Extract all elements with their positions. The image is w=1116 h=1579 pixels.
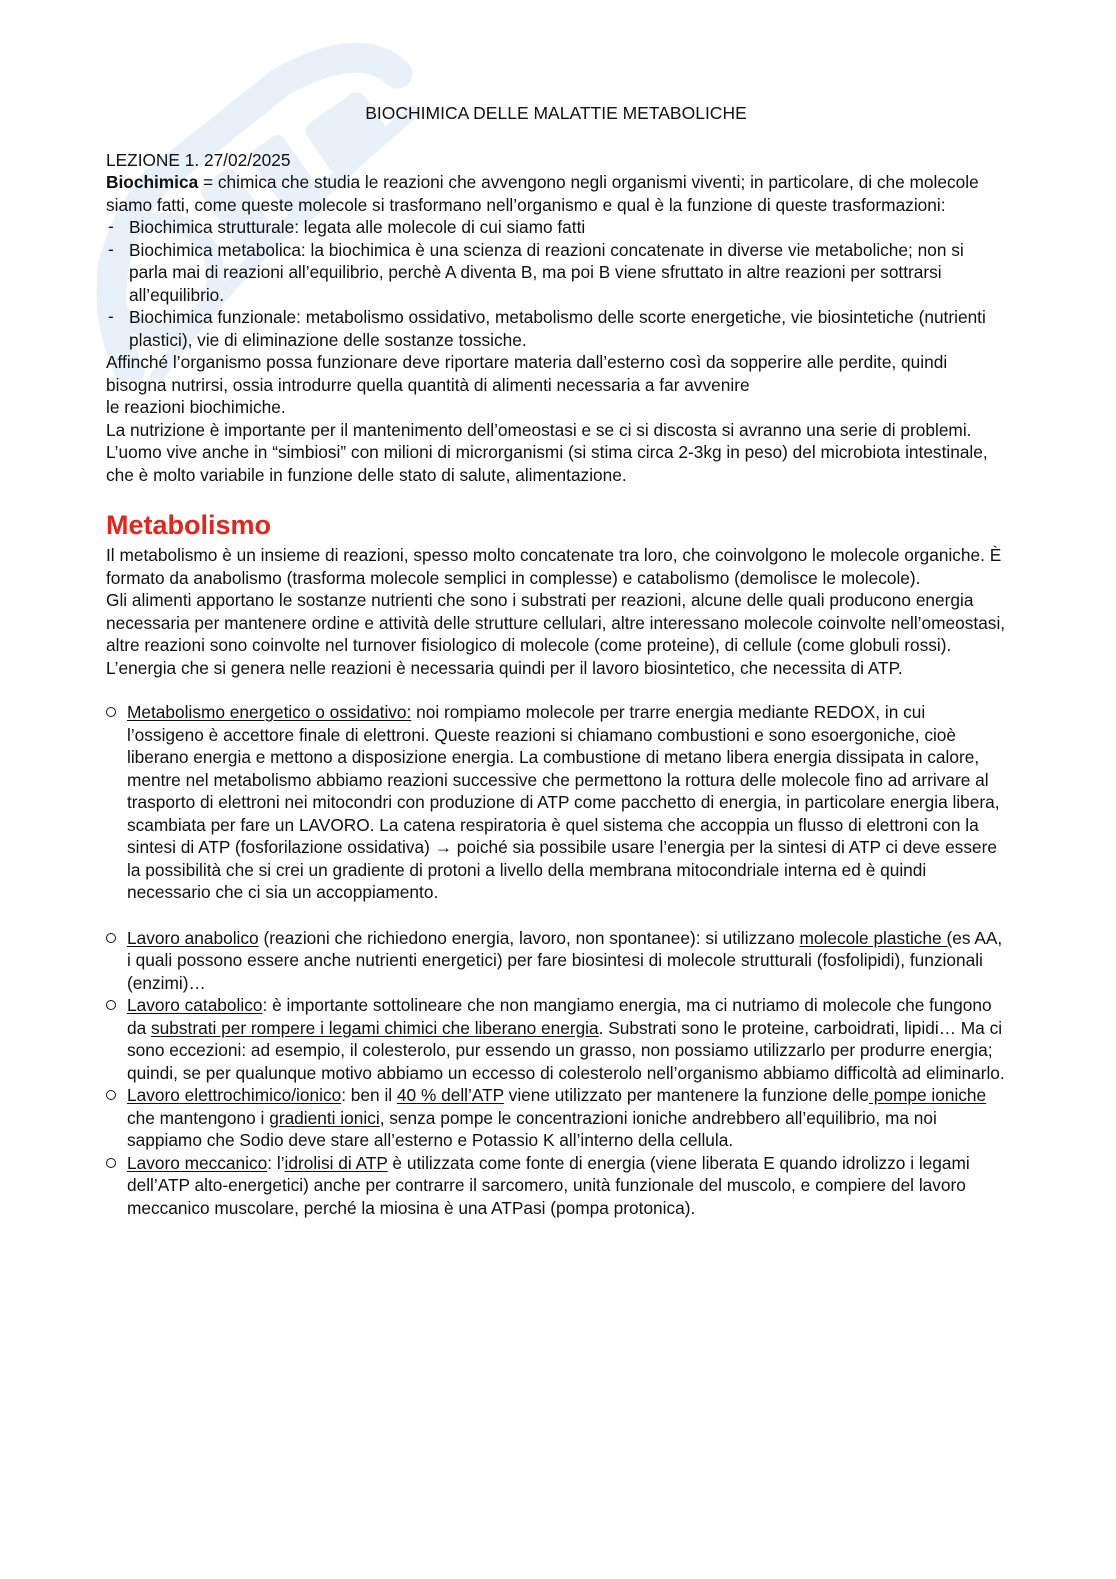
underlined-term: gradienti ionici (269, 1107, 380, 1128)
underlined-term: Metabolismo energetico o ossidativo: (127, 702, 412, 722)
underlined-term: substrati per rompere i legami chimici che liberano energia (151, 1017, 599, 1038)
underlined-term: molecole plastiche ( (799, 927, 953, 948)
underlined-term: Lavoro meccanico (127, 1152, 268, 1173)
document-title: BIOCHIMICA DELLE MALATTIE METABOLICHE (365, 103, 747, 123)
list-item-energetico: Metabolismo energetico o ossidativo: noi rompiamo molecole per trarre energia mediante REDOX, in cui l’ossigeno è accettore finale di elettroni. Queste reazioni si chiamano combustioni e sono esoergoniche, cioè liberano energia e mettono a disposizione energia. La combustione di metano libera energia dissipata in calore, mentre nel metabolismo abbiamo reazioni successive che permettono la rottura delle molecole fino ad arrivare al trasporto di elettroni nei mitocondri con produzione di ATP come pacchetto di energia, in particolare energia libera, scambiata per fare un LAVORO. La catena respiratoria è quel sistema che accoppia un flusso di elettroni con la sintesi di ATP (fosforilazione ossidativa) → poiché sia possibile usare l’energia per la sintesi di ATP ci deve essere la possibilità che si crei un gradiente di protoni a livello della membrana mitocondriale interna ed è quindi necessario che ci sia un accoppiamento. (106, 701, 1006, 904)
intro-term: Biochimica (106, 172, 199, 192)
paragraph-affinche-cont: le reazioni biochimiche. (106, 397, 286, 417)
underlined-term: pompe ioniche (868, 1085, 987, 1105)
intro-definition: = chimica che studia le reazioni che avvengono negli organismi viventi; in particolare, di che molecole siamo fatti, come queste molecole si trasformano nell’organismo e qual è la funzione di queste trasformazioni: (106, 172, 979, 215)
metabolismo-energetico-list (106, 701, 1006, 904)
list-item: - Biochimica funzionale: metabolismo ossidativo, metabolismo delle scorte energetiche, vie biosintetiche (nutrienti plastici), vie di eliminazione delle sostanze tossiche. (106, 306, 1006, 351)
lesson-header: LEZIONE 1. 27/02/2025 (106, 149, 291, 170)
underlined-term: idrolisi di ATP (284, 1152, 388, 1173)
biochimica-types-list (106, 216, 1006, 351)
paragraph-nutrizione: La nutrizione è importante per il mantenimento dell’omeostasi e se ci si discosta si avranno una serie di problemi. (106, 419, 972, 440)
intro-paragraph (106, 171, 1006, 216)
underlined-term: Lavoro elettrochimico/ionico (127, 1085, 342, 1105)
arrow-icon: → (434, 837, 452, 857)
list-item-elettrochimico: Lavoro elettrochimico/ionico: ben il 40 % dell’ATP viene utilizzato per mantenere la funzione delle pompe ioniche che mantengono i gradienti ionici, senza pompe le concentrazioni ioniche andrebbero all’equilibrio, ma noi sappiamo che Sodio deve stare all’esterno e Potassio K all’interno della cellula. (106, 1084, 1006, 1152)
paragraph-metabolismo-1: Il metabolismo è un insieme di reazioni, spesso molto concatenate tra loro, che coinvolgono le molecole organiche. È formato da anabolismo (trasforma molecole semplici in complesse) e catabolismo (demolisce le molecole). (106, 545, 1002, 588)
paragraph-metabolismo-2: Gli alimenti apportano le sostanze nutrienti che sono i substrati per reazioni, alcune delle quali producono energia necessaria per mantenere ordine e attività delle strutture cellulari, altre interessano molecole coinvolte nell’omeostasi, altre reazioni sono coinvolte nel turnover fisiologico di molecole (come proteine), di cellule (come globuli rossi). L’energia che si genera nelle reazioni è necessaria quindi per il lavoro biosintetico, che necessita di ATP. (106, 590, 1006, 678)
underlined-term: Lavoro anabolico (127, 927, 259, 948)
list-item-anabolico: Lavoro anabolico (reazioni che richiedono energia, lavoro, non spontanee): si utilizzano molecole plastiche (es AA, i quali possono essere anche nutrienti energetici) per fare biosintesi di molecole strutturali (fosfolipidi), funzionali (enzimi)… (106, 927, 1006, 995)
document-page (106, 102, 1006, 1219)
paragraph-uomo: L’uomo vive anche in “simbiosi” con milioni di microrganismi (si stima circa 2-3kg in peso) del microbiota intestinale, che è molto variabile in funzione delle stato di salute, alimentazione. (106, 442, 988, 485)
list-item-catabolico: Lavoro catabolico: è importante sottolineare che non mangiamo energia, ma ci nutriamo di molecole che fungono da substrati per rompere i legami chimici che liberano energia. Substrati sono le proteine, carboidrati, lipidi… Ma ci sono eccezioni: ad esempio, il colesterolo, pur essendo un grasso, non possiamo utilizzarlo per produrre energia; quindi, se per qualunque motivo abbiamo un eccesso di colesterolo nell’organismo abbiamo difficoltà ad eliminarlo. (106, 994, 1006, 1084)
underlined-term: 40 % dell’ATP (396, 1085, 504, 1105)
underlined-term: Lavoro catabolico (127, 995, 263, 1015)
section-heading-metabolismo: Metabolismo (106, 510, 272, 540)
list-item: - Biochimica strutturale: legata alle molecole di cui siamo fatti (106, 216, 1006, 239)
lavoro-list (106, 927, 1006, 1220)
list-item: - Biochimica metabolica: la biochimica è una scienza di reazioni concatenate in diverse vie metaboliche; non si parla mai di reazioni all’equilibrio, perchè A diventa B, ma poi B viene sfruttato in altre reazioni per sottrarsi all’equilibrio. (106, 239, 1006, 307)
list-item-meccanico: Lavoro meccanico: l’idrolisi di ATP è utilizzata come fonte di energia (viene liberata E quando idrolizzo i legami dell’ATP alto-energetici) anche per contrarre il sarcomero, unità funzionale del muscolo, e compiere del lavoro meccanico muscolare, perché la miosina è una ATPasi (pompa protonica). (106, 1152, 1006, 1220)
paragraph-affinche: Affinché l’organismo possa funzionare deve riportare materia dall’esterno così da sopperire alle perdite, quindi bisogna nutrirsi, ossia introdurre quella quantità di alimenti necessaria a far avvenire (106, 352, 948, 395)
